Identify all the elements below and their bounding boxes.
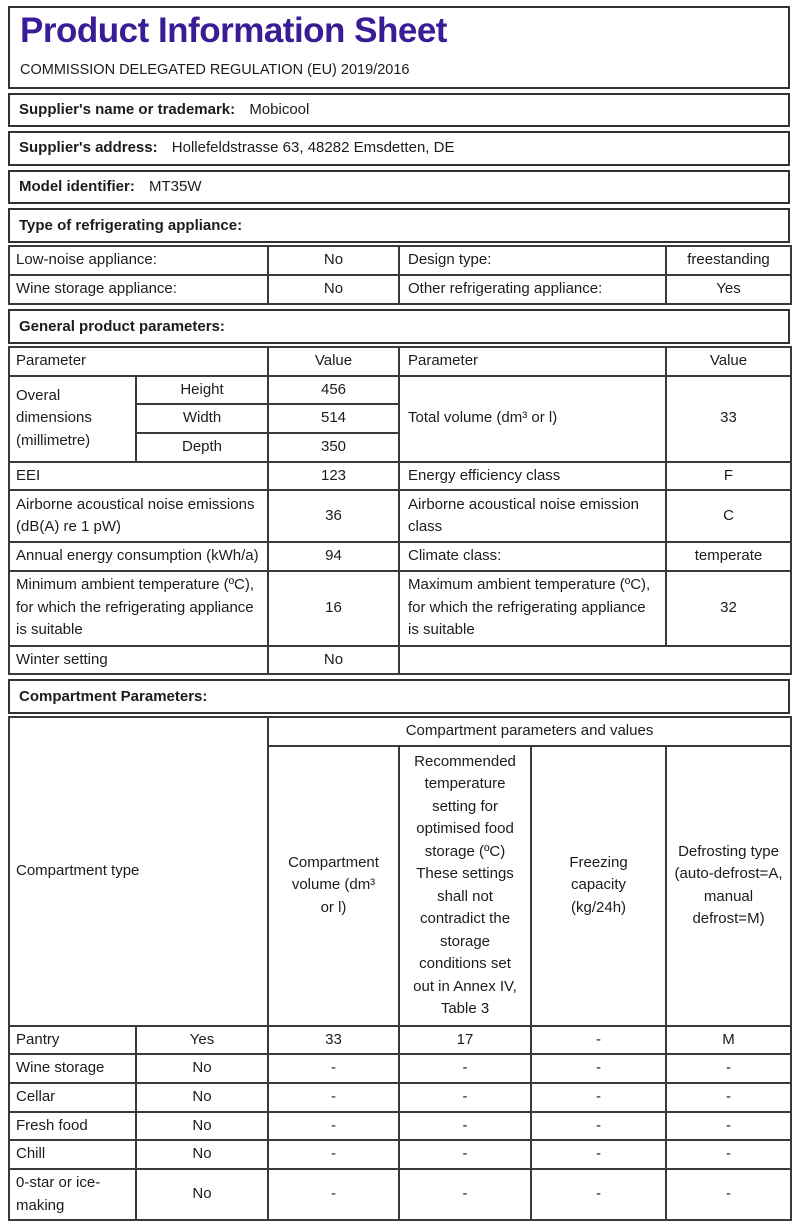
regulation-subtitle: COMMISSION DELEGATED REGULATION (EU) 2019/2016 xyxy=(20,61,410,78)
compartment-freezing-cell: - xyxy=(531,1054,666,1083)
table-row xyxy=(9,542,791,571)
compartment-table xyxy=(8,716,792,1221)
column-header: Value xyxy=(268,347,399,376)
param-value-cell: 16 xyxy=(268,571,399,646)
compartment-defrost-cell: - xyxy=(666,1054,791,1083)
supplier-name-value: Mobicool xyxy=(249,100,310,118)
param-label-cell: Climate class: xyxy=(399,542,666,571)
compartment-defrost-cell: - xyxy=(666,1083,791,1112)
table-row xyxy=(9,275,791,304)
general-section-heading: General product parameters: xyxy=(8,309,790,344)
param-value-cell: 32 xyxy=(666,571,791,646)
compartment-type-cell: Wine storage xyxy=(9,1054,136,1083)
compartment-defrost-cell: - xyxy=(666,1140,791,1169)
page-title: Product Information Sheet xyxy=(20,11,447,50)
compartment-section-heading: Compartment Parameters: xyxy=(8,679,790,714)
compartment-band-title: Compartment parameters and values xyxy=(268,717,791,746)
param-value-cell: No xyxy=(268,646,399,675)
param-value-cell: temperate xyxy=(666,542,791,571)
param-label-cell: Total volume (dm³ or l) xyxy=(399,376,666,462)
compartment-freezing-cell: - xyxy=(531,1026,666,1055)
table-row xyxy=(9,1169,791,1220)
column-header: Parameter xyxy=(9,347,268,376)
dimension-value-cell: 514 xyxy=(268,404,399,433)
param-value-cell: freestanding xyxy=(666,246,791,275)
param-label-cell: Energy efficiency class xyxy=(399,462,666,491)
empty-cell xyxy=(399,646,791,675)
compartment-volume-cell: 33 xyxy=(268,1026,399,1055)
compartment-defrost-cell: M xyxy=(666,1026,791,1055)
supplier-address-row xyxy=(8,131,790,166)
compartment-temp-cell: - xyxy=(399,1054,531,1083)
compartment-volume-cell: - xyxy=(268,1083,399,1112)
compartment-defrost-cell: - xyxy=(666,1112,791,1141)
table-row xyxy=(9,1083,791,1112)
param-label-cell: Wine storage appliance: xyxy=(9,275,268,304)
header-section xyxy=(8,6,790,89)
dimension-value-cell: 350 xyxy=(268,433,399,462)
compartment-freezing-cell: - xyxy=(531,1083,666,1112)
compartment-type-cell: Cellar xyxy=(9,1083,136,1112)
param-value-cell: 36 xyxy=(268,490,399,542)
supplier-name-label: Supplier's name or trademark: xyxy=(19,100,236,118)
param-value-cell: 33 xyxy=(666,376,791,462)
compartment-type-cell: Chill xyxy=(9,1140,136,1169)
compartment-type-cell: 0-star or ice-making xyxy=(9,1169,136,1220)
compartment-temp-cell: - xyxy=(399,1112,531,1141)
compartment-temp-cell: 17 xyxy=(399,1026,531,1055)
param-label-cell: Airborne acoustical noise emissions (dB(A) re 1 pW) xyxy=(9,490,268,542)
compartment-type-cell: Fresh food xyxy=(9,1112,136,1141)
param-label-cell: Annual energy consumption (kWh/a) xyxy=(9,542,268,571)
dimension-name-cell: Width xyxy=(136,404,268,433)
compartment-present-cell: No xyxy=(136,1112,268,1141)
supplier-address-value: Hollefeldstrasse 63, 48282 Emsdetten, DE xyxy=(171,139,455,157)
table-row xyxy=(9,646,791,675)
table-header-row xyxy=(9,347,791,376)
dimensions-label-cell: Overal dimensions (millimetre) xyxy=(9,376,136,462)
model-identifier-label: Model identifier: xyxy=(19,177,135,195)
compartment-volume-cell: - xyxy=(268,1054,399,1083)
type-section-heading: Type of refrigerating appliance: xyxy=(8,208,790,243)
column-header-defrosting: Defrosting type (auto-defrost=A, manual defrost=M) xyxy=(666,746,791,1026)
table-row xyxy=(9,462,791,491)
param-label-cell: Low-noise appliance: xyxy=(9,246,268,275)
param-value-cell: 94 xyxy=(268,542,399,571)
table-row xyxy=(9,490,791,542)
compartment-type-cell: Pantry xyxy=(9,1026,136,1055)
compartment-present-cell: No xyxy=(136,1054,268,1083)
compartment-freezing-cell: - xyxy=(531,1112,666,1141)
compartment-present-cell: No xyxy=(136,1169,268,1220)
compartment-volume-cell: - xyxy=(268,1140,399,1169)
param-value-cell: No xyxy=(268,246,399,275)
param-value-cell: Yes xyxy=(666,275,791,304)
model-identifier-value: MT35W xyxy=(149,177,202,195)
table-row xyxy=(9,1026,791,1055)
compartment-temp-cell: - xyxy=(399,1140,531,1169)
compartment-defrost-cell: - xyxy=(666,1169,791,1220)
table-row xyxy=(9,1054,791,1083)
column-header-freezing: Freezing capacity (kg/24h) xyxy=(531,746,666,1026)
compartment-present-cell: No xyxy=(136,1140,268,1169)
param-value-cell: No xyxy=(268,275,399,304)
param-label-cell: Winter setting xyxy=(9,646,268,675)
compartment-temp-cell: - xyxy=(399,1169,531,1220)
model-identifier-row xyxy=(8,170,790,205)
column-header: Parameter xyxy=(399,347,666,376)
table-row xyxy=(9,246,791,275)
compartment-temp-cell: - xyxy=(399,1083,531,1112)
param-value-cell: 123 xyxy=(268,462,399,491)
column-header-temperature: Recommended temperature setting for optimised food storage (ºC) These settings shall not contradict the storage conditions set out in Annex IV, Table 3 xyxy=(399,746,531,1026)
param-label-cell: Airborne acoustical noise emission class xyxy=(399,490,666,542)
param-label-cell: Design type: xyxy=(399,246,666,275)
dimension-name-cell: Height xyxy=(136,376,268,405)
supplier-address-label: Supplier's address: xyxy=(19,139,158,157)
dimension-name-cell: Depth xyxy=(136,433,268,462)
table-row xyxy=(9,1140,791,1169)
compartment-freezing-cell: - xyxy=(531,1140,666,1169)
param-value-cell: C xyxy=(666,490,791,542)
param-value-cell: F xyxy=(666,462,791,491)
compartment-volume-cell: - xyxy=(268,1169,399,1220)
compartment-type-header: Compartment type xyxy=(9,717,268,1026)
param-label-cell: Maximum ambient temperature (ºC), for which the refrigerating appliance is suitable xyxy=(399,571,666,646)
dimension-value-cell: 456 xyxy=(268,376,399,405)
table-header-row xyxy=(9,717,791,746)
compartment-volume-cell: - xyxy=(268,1112,399,1141)
compartment-present-cell: Yes xyxy=(136,1026,268,1055)
supplier-name-row xyxy=(8,93,790,128)
column-header: Value xyxy=(666,347,791,376)
table-row xyxy=(9,571,791,646)
compartment-freezing-cell: - xyxy=(531,1169,666,1220)
param-label-cell: EEI xyxy=(9,462,268,491)
compartment-present-cell: No xyxy=(136,1083,268,1112)
general-parameters-table xyxy=(8,346,792,675)
table-row xyxy=(9,376,791,405)
param-label-cell: Other refrigerating appliance: xyxy=(399,275,666,304)
type-table xyxy=(8,245,792,305)
param-label-cell: Minimum ambient temperature (ºC), for which the refrigerating appliance is suitable xyxy=(9,571,268,646)
column-header-volume: Compartment volume (dm³ or l) xyxy=(268,746,399,1026)
table-row xyxy=(9,1112,791,1141)
